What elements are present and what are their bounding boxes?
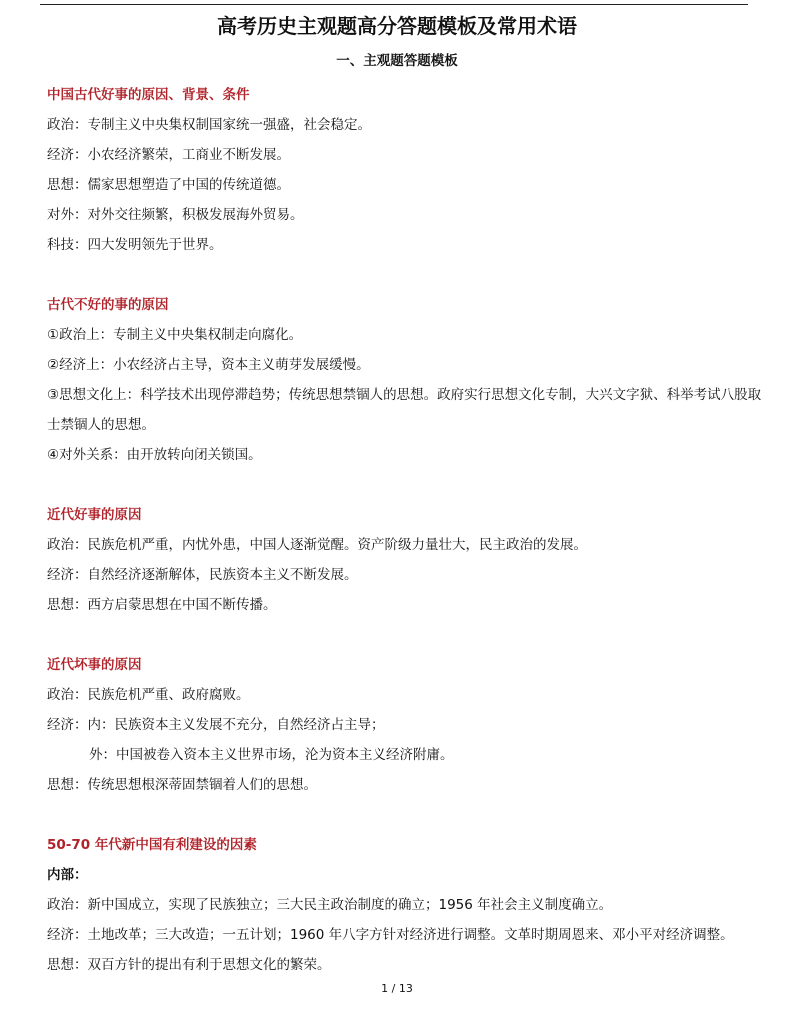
text-line: 政治：新中国成立，实现了民族独立；三大民主政治制度的确立；1956 年社会主义制度确立。 — [47, 897, 613, 913]
text-line: 科技：四大发明领先于世界。 — [47, 237, 223, 253]
text-line: 思想：双百方针的提出有利于思想文化的繁荣。 — [47, 957, 331, 973]
section-heading: 中国古代好事的原因、背景、条件 — [47, 87, 250, 103]
text-line: ④对外关系：由开放转向闭关锁国。 — [47, 447, 262, 463]
header-rule — [40, 4, 748, 5]
document-body — [47, 80, 762, 980]
section-title: 一、主观题答题模板 — [336, 53, 458, 69]
spacer — [47, 620, 762, 650]
text-line: 思想：西方启蒙思想在中国不断传播。 — [47, 597, 277, 613]
text-line: ③思想文化上：科学技术出现停滞趋势；传统思想禁锢人的思想。政府实行思想文化专制，大兴文字狱、科举考试八股取士禁锢人的思想。 — [47, 387, 762, 433]
spacer — [47, 260, 762, 290]
text-line: 思想：传统思想根深蒂固禁锢着人们的思想。 — [47, 777, 317, 793]
text-line: 对外：对外交往频繁，积极发展海外贸易。 — [47, 207, 304, 223]
page-number: 1 / 13 — [381, 982, 413, 995]
page-title: 高考历史主观题高分答题模板及常用术语 — [217, 14, 577, 38]
section-heading: 古代不好的事的原因 — [47, 297, 169, 313]
text-line: ①政治上：专制主义中央集权制走向腐化。 — [47, 327, 303, 343]
text-line: 经济：小农经济繁荣，工商业不断发展。 — [47, 147, 290, 163]
text-line: 政治：民族危机严重，内忧外患，中国人逐渐觉醒。资产阶级力量壮大，民主政治的发展。 — [47, 537, 587, 553]
text-line: 经济：自然经济逐渐解体，民族资本主义不断发展。 — [47, 567, 358, 583]
sub-heading: 内部： — [47, 867, 88, 883]
section-heading: 近代坏事的原因 — [47, 657, 142, 673]
text-line: 经济：内：民族资本主义发展不充分，自然经济占主导； — [47, 717, 385, 733]
spacer — [47, 470, 762, 500]
text-line: 外：中国被卷入资本主义世界市场，沦为资本主义经济附庸。 — [89, 747, 454, 763]
text-line: 政治：专制主义中央集权制国家统一强盛，社会稳定。 — [47, 117, 371, 133]
text-line: 经济：土地改革；三大改造；一五计划；1960 年八字方针对经济进行调整。文革时期周恩来、邓小平对经济调整。 — [47, 927, 734, 943]
text-line: 思想：儒家思想塑造了中国的传统道德。 — [47, 177, 290, 193]
section-heading: 50-70 年代新中国有利建设的因素 — [47, 837, 257, 853]
text-line: ②经济上：小农经济占主导，资本主义萌芽发展缓慢。 — [47, 357, 370, 373]
text-line: 政治：民族危机严重、政府腐败。 — [47, 687, 250, 703]
spacer — [47, 800, 762, 830]
section-heading: 近代好事的原因 — [47, 507, 142, 523]
